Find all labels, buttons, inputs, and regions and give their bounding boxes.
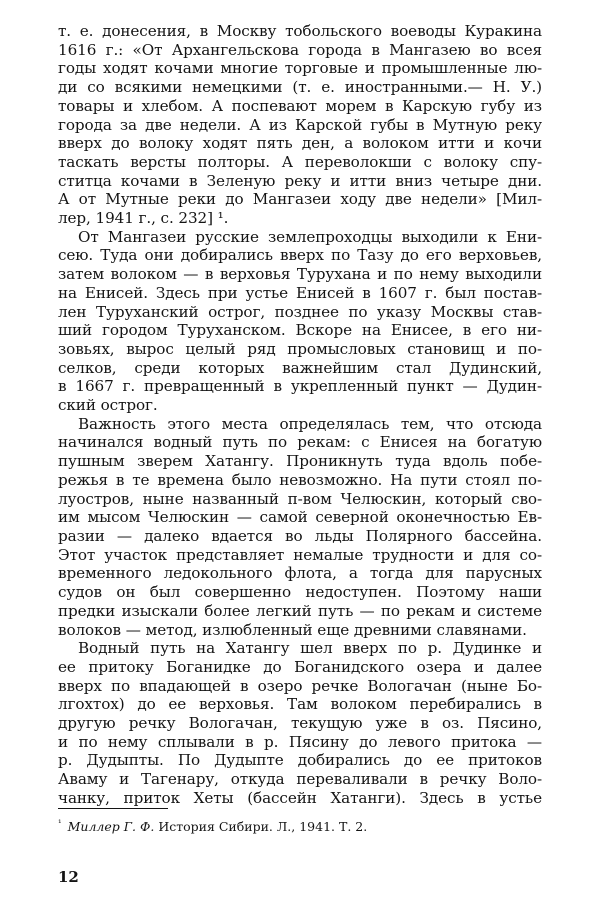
text-line: режья в те времена было невозможно. На пути стоял по- [58,470,542,489]
text-line: луостров, ныне названный п-вом Челюскин, который сво- [58,489,542,508]
text-line: разии — далеко вдается во льды Полярного бассейна. [58,526,542,545]
text-line: 1616 г.: «От Архангельскова города в Мангазею во всея [58,40,542,59]
text-line: другую речку Вологачан, текущую уже в оз. Пясино, [58,714,542,733]
text-line: селков, среди которых важнейшим стал Дудинский, [58,358,542,377]
text-line: пушным зверем Хатангу. Проникнуть туда вдоль побе- [58,452,542,471]
page-number: 12 [58,868,79,886]
text-line: р. Дудыпты. По Дудыпте добирались до ее притоков [58,751,542,770]
text-line: Важность этого места определялась тем, что отсюда [78,414,542,433]
text-line: города за две недели. А из Карской губы в Мутную реку [58,115,542,134]
footnote-divider [58,808,168,809]
text-line: временного ледокольного флота, а тогда для парусных [58,564,542,583]
text-line: т. е. донесения, в Москву тобольского воеводы Куракина [58,22,542,40]
text-line: Водный путь на Хатангу шел вверх по р. Дудинке и [78,639,542,658]
paragraph-2 [58,228,542,415]
text-line: предки изыскали более легкий путь — по рекам и системе [58,601,542,620]
text-line: чанку, приток Хеты (бассейн Хатанги). Здесь в устье [58,788,542,807]
footnote-author: Миллер Г. Ф. [67,819,155,835]
text-line: им мысом Челюскин — самой северной оконечностью Ев- [58,508,542,527]
paragraph-1 [58,22,542,228]
text-line: лен Туруханский острог, позднее по указу Москвы став- [58,302,542,321]
paragraph-4 [58,639,542,807]
page-body [58,22,542,808]
text-line: волоков — метод, излюбленный еще древними славянами. [58,620,527,639]
text-line: лгохтох) до ее верховья. Там волоком перебирались в [58,695,542,714]
text-line: Аваму и Тагенару, откуда переваливали в речку Воло- [58,770,542,789]
text-line: вверх по впадающей в озеро речке Вологачан (ныне Бо- [58,676,542,695]
text-line: Этот участок представляет немалые трудности и для со- [58,545,542,564]
paragraph-3 [58,415,542,639]
text-line: ее притоку Боганидке до Боганидского озера и далее [58,657,542,676]
text-line: А от Мутные реки до Мангазеи ходу две недели» [Мил- [58,190,542,209]
text-line: в 1667 г. превращенный в укрепленный пункт — Дудин- [58,377,542,396]
text-line: вверх до волоку ходят пять ден, а волоком итти и кочи [58,134,542,153]
footnote-text: История Сибири. Л., 1941. Т. 2. [158,819,368,835]
text-line: годы ходят кочами многие торговые и промышленные лю- [58,59,542,78]
text-line: лер, 1941 г., с. 232] ¹. [58,209,229,228]
text-line: ший городом Туруханском. Вскоре на Енисее, в его ни- [58,321,542,340]
text-line: ский острог. [58,396,158,415]
text-line: судов он был совершенно недоступен. Поэтому наши [58,583,542,602]
text-line: ститца кочами в Зеленую реку и итти вниз четыре дни. [58,171,542,190]
footnote [58,816,542,835]
text-line: ди со всякими немецкими (т. е. иностранными.— Н. У.) [58,78,542,97]
text-line: затем волоком — в верховья Турухана и по нему выходили [58,265,542,284]
text-line: и по нему сплывали в р. Пясину до левого притока — [58,732,542,751]
text-line: товары и хлебом. А поспевают морем в Карскую губу из [58,96,542,115]
text-line: сею. Туда они добирались вверх по Тазу до его верховьев, [58,246,542,265]
footnote-mark: ¹ [58,819,62,829]
text-line: зовьях, вырос целый ряд промысловых становищ и по- [58,339,542,358]
text-line: таскать версты полторы. А переволокши с волоку спу- [58,152,542,171]
text-line: От Мангазеи русские землепроходцы выходили к Ени- [78,227,542,246]
text-line: начинался водный путь по рекам: с Енисея на богатую [58,433,542,452]
text-line: на Енисей. Здесь при устье Енисей в 1607 г. был постав- [58,283,542,302]
